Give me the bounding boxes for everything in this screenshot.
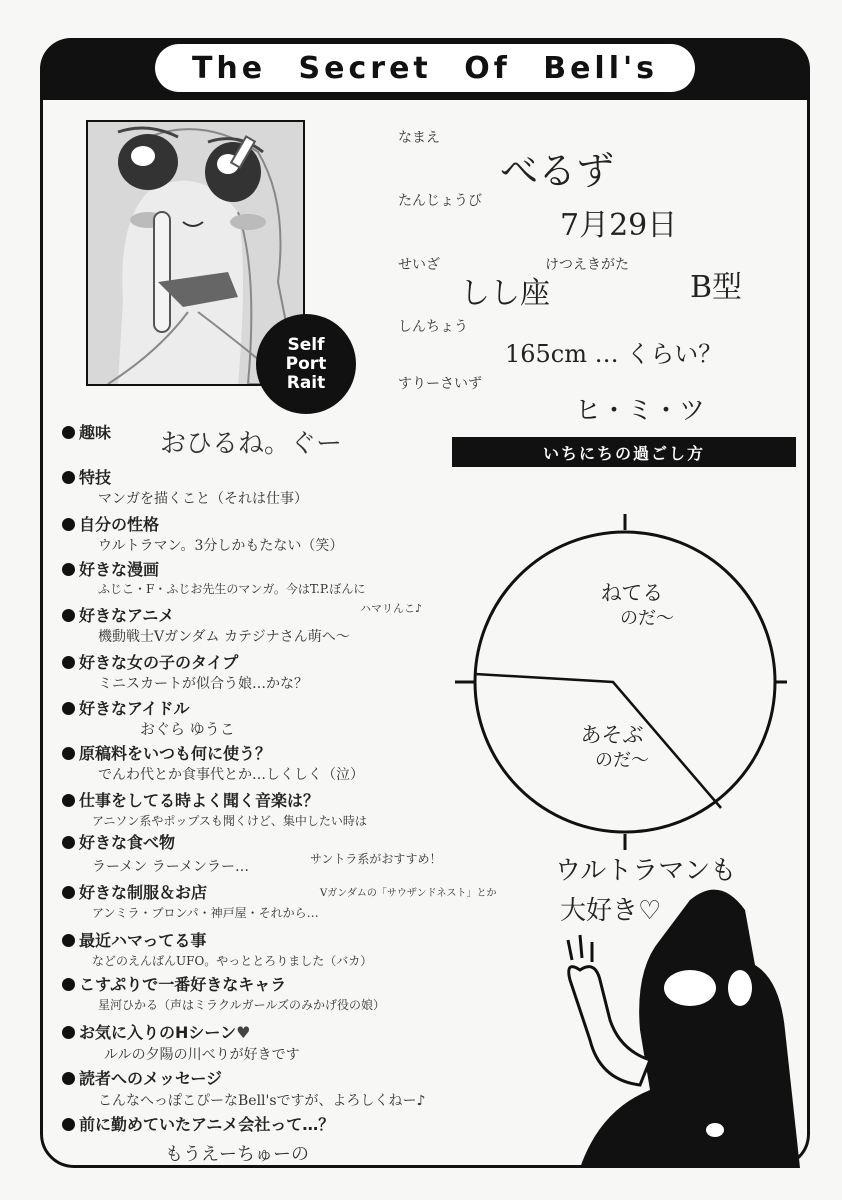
question-text: お気に入りのHシーン bbox=[79, 1023, 237, 1042]
question-text: こすぷりで一番好きなキャラ bbox=[79, 975, 287, 994]
bullet-icon bbox=[62, 471, 75, 484]
qa-answer: マンガを描くこと（それは仕事） bbox=[98, 491, 308, 507]
qa-answer-note: ハマリんこ♪ bbox=[360, 602, 423, 615]
qa-answer: アンミラ・ブロンパ・神戸屋・それから… bbox=[92, 906, 319, 920]
zodiac-value: しし座 bbox=[460, 276, 550, 311]
self-portrait-badge bbox=[256, 314, 356, 414]
bullet-icon bbox=[62, 426, 75, 439]
sleep-text: ねてる bbox=[600, 581, 664, 605]
qa-question bbox=[62, 603, 174, 626]
badge-line-1: Self bbox=[287, 334, 325, 355]
birthday-label: たんじょうび bbox=[398, 193, 482, 209]
zodiac-label: せいざ bbox=[398, 257, 440, 273]
bullet-icon bbox=[62, 609, 75, 622]
question-text: 原稿料をいつも何に使う？ bbox=[79, 744, 272, 763]
bullet-icon bbox=[62, 747, 75, 760]
qa-question bbox=[62, 1112, 334, 1135]
question-text: 仕事をしてる時よく聞く音楽は？ bbox=[79, 791, 320, 810]
question-text: 自分の性格 bbox=[79, 515, 160, 534]
height-value: 165cm … くらい？ bbox=[505, 340, 723, 368]
height-label: しんちょう bbox=[398, 319, 468, 335]
measurements-value: ヒ・ミ・ツ bbox=[575, 396, 706, 426]
ultraman-caption: ウルトラマンも bbox=[555, 856, 737, 886]
play-segment-label bbox=[575, 722, 649, 774]
question-text: 特技 bbox=[79, 468, 112, 487]
qa-answer: おぐら ゆうこ bbox=[140, 720, 235, 738]
qa-answer: などのえんばんUFO。やっととろりました（バカ） bbox=[92, 954, 373, 968]
qa-answer: でんわ代とか食事代とか…しくしく（泣） bbox=[98, 767, 364, 783]
qa-answer: ラーメン ラーメンラー… bbox=[92, 859, 250, 875]
bloodtype-value: B型 bbox=[690, 270, 743, 305]
measurements-label: すりーさいず bbox=[398, 376, 482, 392]
bullet-icon bbox=[62, 886, 75, 899]
qa-answer: ミニスカートが似合う娘…かな？ bbox=[98, 676, 308, 692]
qa-answer: 機動戦士Vガンダム カテジナさん萌へ〜 bbox=[98, 629, 350, 645]
qa-answer: おひるね。ぐー bbox=[160, 429, 343, 459]
qa-answer-note: サントラ系がおすすめ！ bbox=[310, 852, 442, 866]
question-text: 好きなアイドル bbox=[79, 699, 190, 718]
qa-answer: ルルの夕陽の川べりが好きです bbox=[104, 1047, 300, 1063]
qa-question bbox=[62, 1066, 222, 1089]
bullet-icon bbox=[62, 836, 75, 849]
name-value: べるず bbox=[500, 149, 615, 193]
badge-line-3: Rait bbox=[286, 372, 326, 393]
question-text: 最近ハマってる事 bbox=[79, 931, 207, 950]
bullet-icon bbox=[62, 934, 75, 947]
bullet-icon bbox=[62, 656, 75, 669]
qa-question bbox=[62, 696, 190, 719]
question-text: 好きなアニメ bbox=[79, 606, 175, 625]
daily-schedule-clock bbox=[455, 500, 787, 860]
name-label: なまえ bbox=[398, 130, 440, 146]
question-text: 読者へのメッセージ bbox=[79, 1069, 223, 1088]
qa-answer: アニソン系やポップスも聞くけど、集中したい時は bbox=[92, 814, 367, 828]
qa-question bbox=[62, 512, 159, 535]
page-title: The Secret Of Bell's bbox=[155, 44, 695, 92]
sleep-text-2: のだ〜 bbox=[620, 608, 674, 629]
bullet-icon bbox=[62, 702, 75, 715]
qa-question bbox=[62, 650, 238, 673]
bullet-icon bbox=[62, 563, 75, 576]
question-text: 好きな漫画 bbox=[79, 560, 160, 579]
badge-line-2: Port bbox=[285, 353, 327, 374]
bullet-icon bbox=[62, 1072, 75, 1085]
qa-answer: 星河ひかる（声はミラクルガールズのみかげ役の娘） bbox=[98, 998, 386, 1012]
qa-question bbox=[62, 928, 206, 951]
qa-question bbox=[62, 830, 175, 853]
qa-question bbox=[62, 465, 111, 488]
qa-question bbox=[62, 741, 271, 764]
question-text: 好きな食べ物 bbox=[79, 833, 176, 852]
qa-answer: ふじこ・F・ふじお先生のマンガ。今はT.P.ぼんに bbox=[98, 582, 366, 596]
birthday-value: 7月29日 bbox=[560, 208, 678, 243]
bullet-icon bbox=[62, 1118, 75, 1131]
qa-answer: ウルトラマン。3分しかもたない（笑） bbox=[98, 538, 344, 554]
daily-schedule-title: いちにちの過ごし方 bbox=[452, 437, 796, 467]
qa-question bbox=[62, 880, 207, 903]
bullet-icon bbox=[62, 518, 75, 531]
qa-answer: もうえーちゅーの bbox=[165, 1144, 309, 1165]
sleep-segment-label bbox=[590, 580, 674, 632]
question-text: 趣味 bbox=[79, 423, 112, 442]
bloodtype-label: けつえきがた bbox=[545, 257, 629, 273]
heart-icon: ♥ bbox=[236, 1023, 251, 1042]
question-text: 好きな制服＆お店 bbox=[79, 883, 208, 902]
question-text: 前に勤めていたアニメ会社って…？ bbox=[79, 1115, 335, 1134]
question-text: 好きな女の子のタイプ bbox=[79, 653, 239, 672]
bullet-icon bbox=[62, 794, 75, 807]
bullet-icon bbox=[62, 1026, 75, 1039]
qa-answer: こんなへっぽこぴーなBell'sですが、よろしくねー♪ bbox=[98, 1093, 426, 1109]
qa-question bbox=[62, 557, 159, 580]
qa-answer-note: Vガンダムの「サウザンドネスト」とか bbox=[320, 888, 497, 899]
ultraman-caption-2: 大好き♡ bbox=[560, 896, 662, 926]
qa-question bbox=[62, 1020, 250, 1043]
qa-question bbox=[62, 420, 111, 443]
play-text-2: のだ〜 bbox=[595, 750, 649, 771]
qa-question bbox=[62, 972, 286, 995]
play-text: あそぶ bbox=[580, 723, 644, 747]
qa-question bbox=[62, 788, 319, 811]
ultraman-silhouette-image bbox=[540, 880, 800, 1168]
bullet-icon bbox=[62, 978, 75, 991]
